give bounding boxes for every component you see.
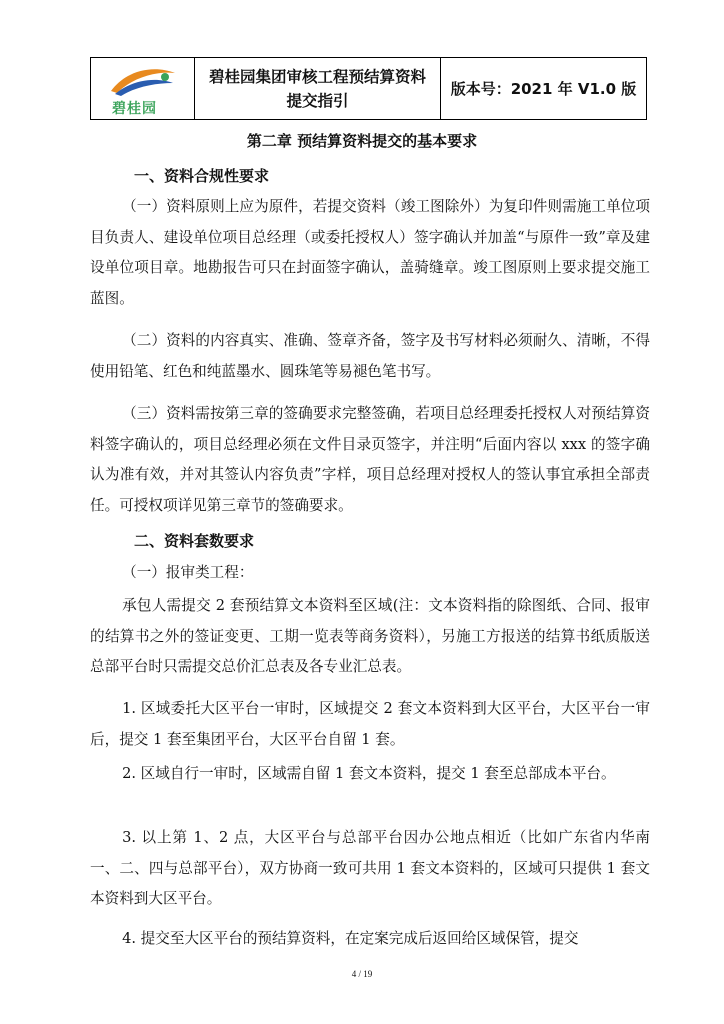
version-label: 版本号：2021 年 V1.0 版 [450,80,637,98]
paragraph-original-documents: （一）资料原则上应为原件，若提交资料（竣工图除外）为复印件则需施工单位项目负责人、建设单位项目总经理（或委托授权人）签字确认并加盖“与原件一致”章及建设单位项目章。地勘报告可只在封面签字确认，盖骑缝章。竣工图原则上要求提交施工蓝图。 [90,198,650,307]
paragraph-review-projects: （一）报审类工程： [122,564,254,581]
section-heading-compliance: 一、资料合规性要求 [134,167,270,185]
title-line-1: 碧桂园集团审核工程预结算资料 [208,67,426,86]
page-number: 4 / 19 [351,969,373,979]
chapter-title: 第二章 预结算资料提交的基本要求 [246,132,478,150]
logo-cell [91,58,195,119]
paragraph-item-1: 1. 区域委托大区平台一审时，区域提交 2 套文本资料到大区平台，大区平台一审后，提交 1 套至集团平台，大区平台自留 1 套。 [90,700,650,748]
logo-text: 碧桂园 [112,101,157,117]
company-logo-icon [105,63,181,99]
section-heading-copies: 二、资料套数要求 [134,532,255,550]
paragraph-item-3: 3. 以上第 1、2 点，大区平台与总部平台因办公地点相近（比如广东省内华南一、二、四与总部平台），双方协商一致可共用 1 套文本资料的，区域可只提供 1 套文本资料到大区平台。 [90,829,650,907]
paragraph-contractor-submission: 承包人需提交 2 套预结算文本资料至区域(注：文本资料指的除图纸、合同、报审的结算书之外的签证变更、工期一览表等商务资料），另施工方报送的结算书纸质版送总部平台时只需提交总价汇总表及各专业汇总表。 [90,597,650,675]
paragraph-signature-requirements: （三）资料需按第三章的签确要求完整签确，若项目总经理委托授权人对预结算资料签字确认的，项目总经理必须在文件目录页签字，并注明“后面内容以 xxx 的签字确认为准有效，并对其签认内容负责”字样，项目总经理对授权人的签认事宜承担全部责任。可授权项详见第三章节的签确要求。 [90,405,650,514]
paragraph-content-accuracy: （二）资料的内容真实、准确、签章齐备，签字及书写材料必须耐久、清晰，不得使用铅笔、红色和纯蓝墨水、圆珠笔等易褪色笔书写。 [90,332,650,380]
title-line-2: 提交指引 [286,91,349,110]
paragraph-item-2: 2. 区域自行一审时，区域需自留 1 套文本资料，提交 1 套至总部成本平台。 [122,765,616,782]
document-title [195,58,441,119]
header-table [90,57,647,120]
paragraph-item-4: 4. 提交至大区平台的预结算资料，在定案完成后返回给区域保管，提交 [122,930,579,947]
